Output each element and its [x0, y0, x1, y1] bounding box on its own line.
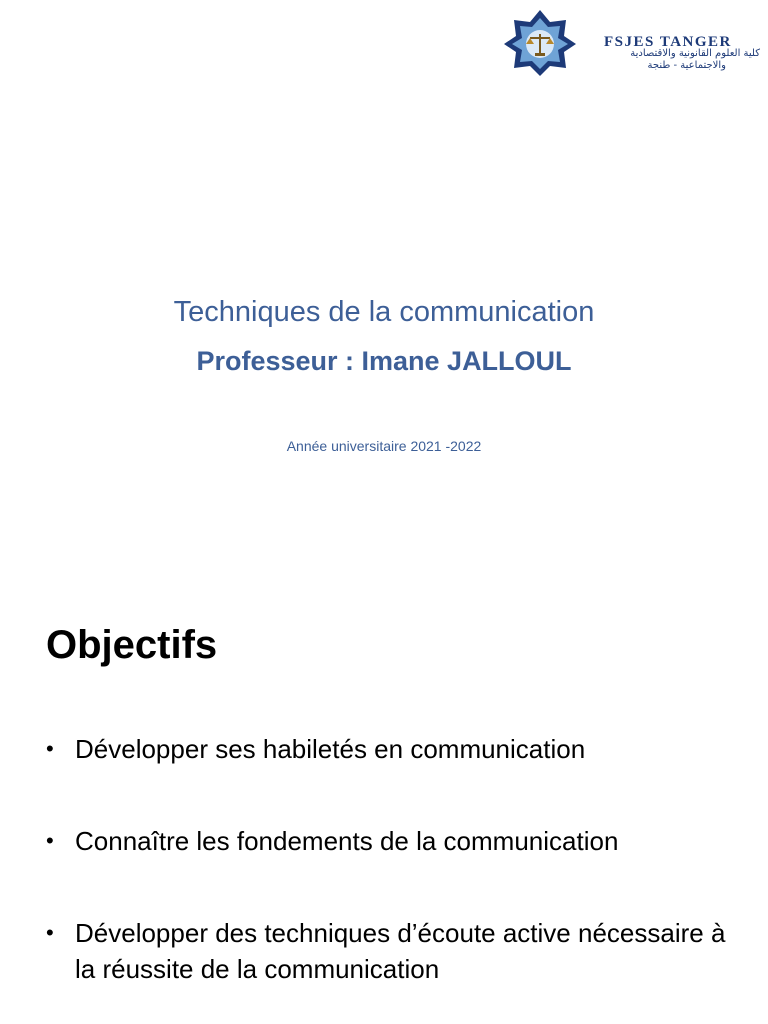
- logo-arabic-line1: كلية العلوم القانونية والاقتصادية: [630, 48, 760, 59]
- fsjes-logo: [500, 8, 762, 78]
- academic-year: Année universitaire 2021 -2022: [286, 438, 482, 454]
- course-title: Techniques de la communication: [173, 296, 595, 328]
- objectives-heading: Objectifs: [46, 623, 218, 667]
- objective-text: Connaître les fondements de la communication: [75, 826, 619, 856]
- objectives-list: [46, 731, 746, 987]
- professor-name: Professeur : Imane JALLOUL: [196, 346, 572, 376]
- objective-text: Développer des techniques d’écoute active nécessaire à la réussite de la communication: [75, 918, 726, 984]
- list-item: [46, 823, 746, 859]
- objective-text: Développer ses habiletés en communication: [75, 734, 586, 764]
- emblem-icon: [500, 8, 580, 78]
- list-item: [46, 731, 746, 767]
- bullet: •: [46, 736, 54, 761]
- list-item: [46, 915, 746, 987]
- bullet: •: [46, 920, 54, 945]
- logo-arabic-line2: والاجتماعية - طنجة: [647, 60, 726, 71]
- bullet: •: [46, 828, 54, 853]
- logo-name: FSJES TANGER: [604, 34, 732, 50]
